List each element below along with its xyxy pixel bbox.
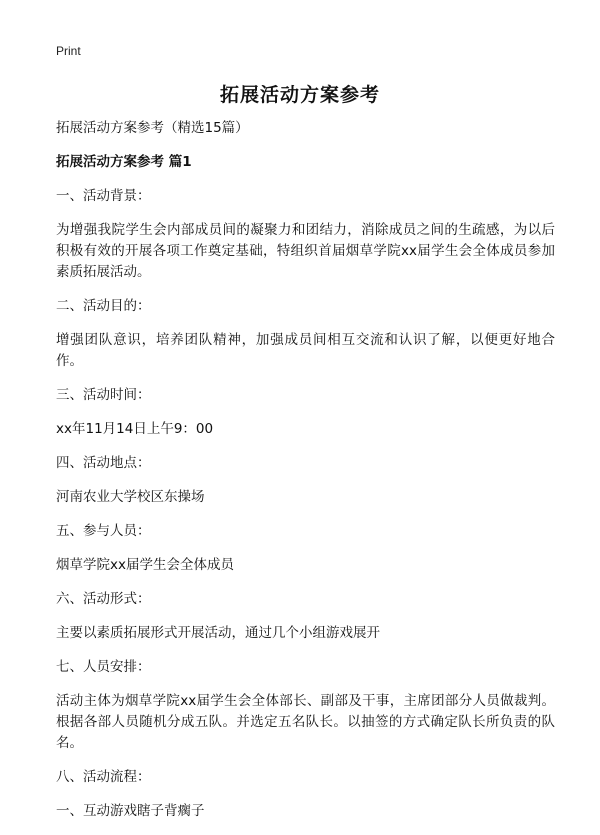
article-heading: 拓展活动方案参考 篇1 [56, 154, 192, 170]
section-label-participants: 五、参与人员： [56, 523, 151, 539]
section-text-time: xx年11月14日上午9：00 [56, 421, 214, 437]
section-label-process: 八、活动流程： [56, 769, 151, 785]
page-title: 拓展活动方案参考 [219, 84, 380, 106]
section-label-background: 一、活动背景： [56, 188, 151, 204]
section-label-purpose: 二、活动目的： [56, 298, 151, 314]
document-body [56, 118, 555, 835]
section-text-purpose: 增强团队意识，培养团队精神，加强成员间相互交流和认识了解，以便更好地合作。 [56, 332, 555, 369]
section-label-staffing: 七、人员安排： [56, 659, 151, 675]
section-text-process-item-1: 一、互动游戏瞎子背瘸子 [56, 803, 205, 819]
section-label-location: 四、活动地点： [56, 455, 151, 471]
section-text-background: 为增强我院学生会内部成员间的凝聚力和团结力，消除成员之间的生疏感，为以后积极有效的开展各项工作奠定基础，特组织首届烟草学院xx届学生会全体成员参加素质拓展活动。 [56, 222, 555, 280]
section-text-location: 河南农业大学校区东操场 [56, 489, 205, 505]
section-text-format: 主要以素质拓展形式开展活动，通过几个小组游戏展开 [56, 625, 380, 641]
section-label-format: 六、活动形式： [56, 591, 151, 607]
print-label: Print [56, 44, 81, 58]
document-subtitle: 拓展活动方案参考（精选15篇） [56, 120, 249, 136]
section-text-participants: 烟草学院xx届学生会全体成员 [56, 557, 234, 573]
section-label-time: 三、活动时间： [56, 387, 151, 403]
section-text-staffing: 活动主体为烟草学院xx届学生会全体部长、副部及干事，主席团部分人员做裁判。根据各部人员随机分成五队。并选定五名队长。以抽签的方式确定队长所负责的队名。 [56, 693, 555, 751]
